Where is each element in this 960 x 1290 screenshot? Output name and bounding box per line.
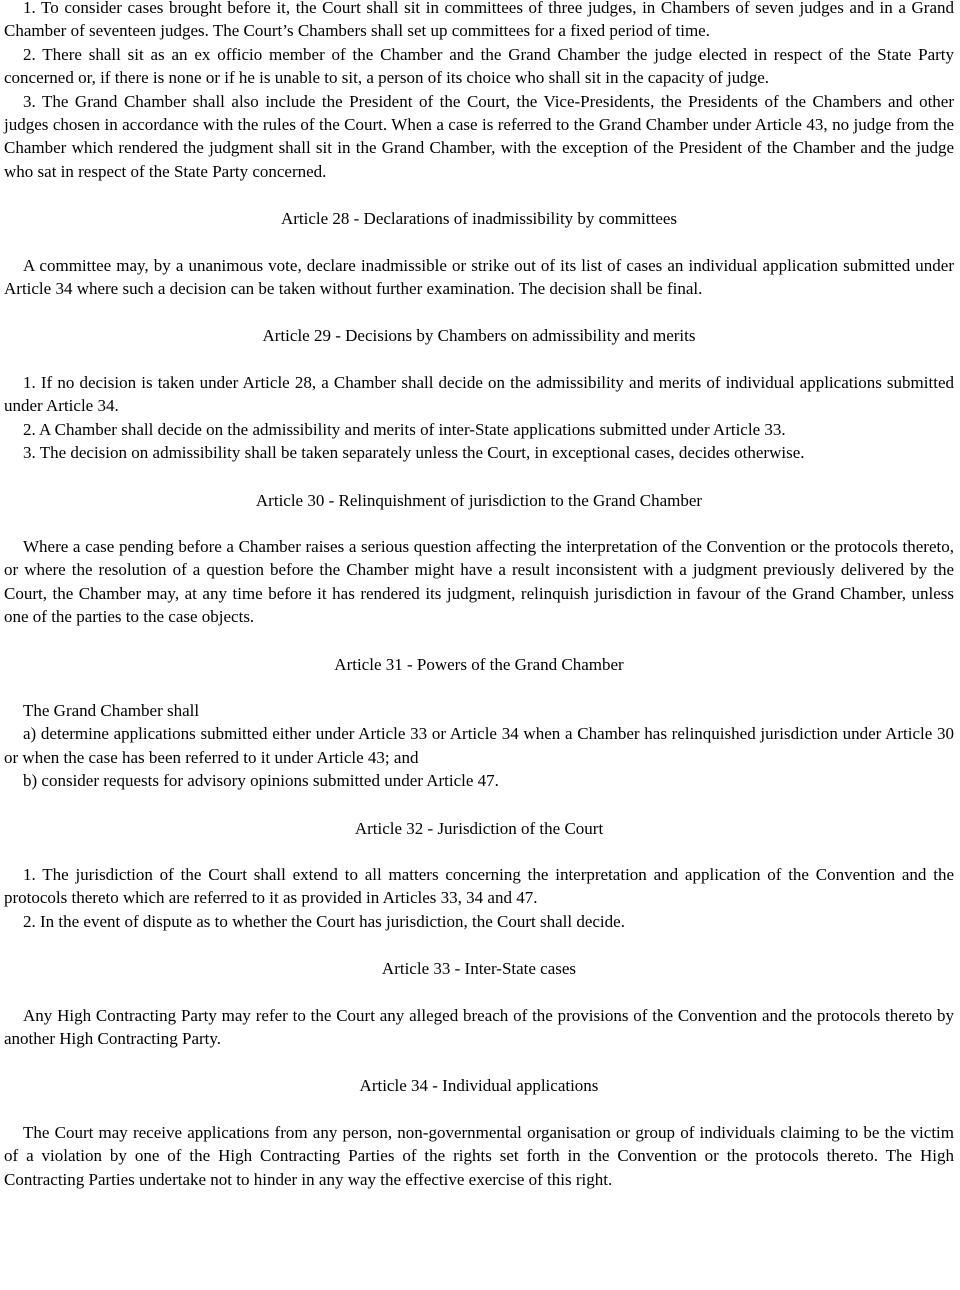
article-33 xyxy=(4,957,954,1050)
article-32 xyxy=(4,817,954,934)
paragraph: 2. In the event of dispute as to whether the Court has jurisdiction, the Court shall decide. xyxy=(23,911,625,931)
article-28 xyxy=(4,207,954,300)
article-30 xyxy=(4,489,954,629)
article-heading: Article 32 - Jurisdiction of the Court xyxy=(354,818,604,838)
paragraph: The Court may receive applications from any person, non-governmental organisation or group of individuals claiming to be the victim of a violation by one of the High Contracting Parties of the rights set forth in the Convention or the protocols thereto. The High Contracting Parties undertake not to hinder in any way the effective exercise of this right. xyxy=(4,1122,954,1189)
paragraph: b) consider requests for advisory opinions submitted under Article 47. xyxy=(23,771,499,791)
article-34 xyxy=(4,1074,954,1191)
paragraph: 1. To consider cases brought before it, the Court shall sit in committees of three judges, in Chambers of seven judges and in a Grand Chamber of seventeen judges. The Court’s Chambers shall set up committees for a fixed period of time. xyxy=(4,0,954,41)
article-31 xyxy=(4,653,954,793)
paragraph: 2. There shall sit as an ex officio member of the Chamber and the Grand Chamber the judge elected in respect of the State Party concerned or, if there is none or if he is unable to sit, a person of its choice who shall sit in the capacity of judge. xyxy=(4,44,954,88)
article-heading: Article 34 - Individual applications xyxy=(359,1076,599,1096)
paragraph: a) determine applications submitted either under Article 33 or Article 34 when a Chamber has relinquished jurisdiction under Article 30 or when the case has been referred to it under Article 43; and xyxy=(4,724,954,767)
article-heading: Article 31 - Powers of the Grand Chamber xyxy=(334,654,624,674)
paragraph: 1. The jurisdiction of the Court shall extend to all matters concerning the interpretation and application of the Convention and the protocols thereto which are referred to it as provided in Articles 33, 34 and 47. xyxy=(4,864,954,908)
paragraph: 1. If no decision is taken under Article 28, a Chamber shall decide on the admissibility and merits of individual applications submitted under Article 34. xyxy=(4,372,954,416)
article-heading: Article 28 - Declarations of inadmissibility by committees xyxy=(280,209,678,229)
article-heading: Article 33 - Inter-State cases xyxy=(381,959,577,979)
paragraph: 3. The Grand Chamber shall also include the President of the Court, the Vice-Presidents, the Presidents of the Chambers and other judges chosen in accordance with the rules of the Court. When a case is referred to the Grand Chamber under Article 43, no judge from the Chamber which rendered the judgment shall sit in the Grand Chamber, with the exception of the President of the Chamber and the judge who sat in respect of the State Party concerned. xyxy=(4,91,954,181)
article-heading: Article 29 - Decisions by Chambers on admissibility and merits xyxy=(262,326,696,346)
article-heading: Article 30 - Relinquishment of jurisdiction to the Grand Chamber xyxy=(255,490,703,510)
article-27-continued xyxy=(4,0,954,183)
paragraph: Any High Contracting Party may refer to the Court any alleged breach of the provisions of the Convention and the protocols thereto by another High Contracting Party. xyxy=(4,1005,954,1048)
paragraph: 2. A Chamber shall decide on the admissibility and merits of inter-State applications submitted under Article 33. xyxy=(23,419,786,439)
paragraph: Where a case pending before a Chamber raises a serious question affecting the interpretation of the Convention or the protocols thereto, or where the resolution of a question before the Chamber might have a result inconsistent with a judgment previously delivered by the Court, the Chamber may, at any time before it has rendered its judgment, relinquish jurisdiction in favour of the Grand Chamber, unless one of the parties to the case objects. xyxy=(4,536,954,627)
paragraph: A committee may, by a unanimous vote, declare inadmissible or strike out of its list of cases an individual application submitted under Article 34 where such a decision can be taken without further examination. The decision shall be final. xyxy=(4,255,954,299)
article-29 xyxy=(4,324,954,464)
paragraph: The Grand Chamber shall xyxy=(23,700,200,720)
paragraph: 3. The decision on admissibility shall be taken separately unless the Court, in exceptional cases, decides otherwise. xyxy=(23,443,805,463)
